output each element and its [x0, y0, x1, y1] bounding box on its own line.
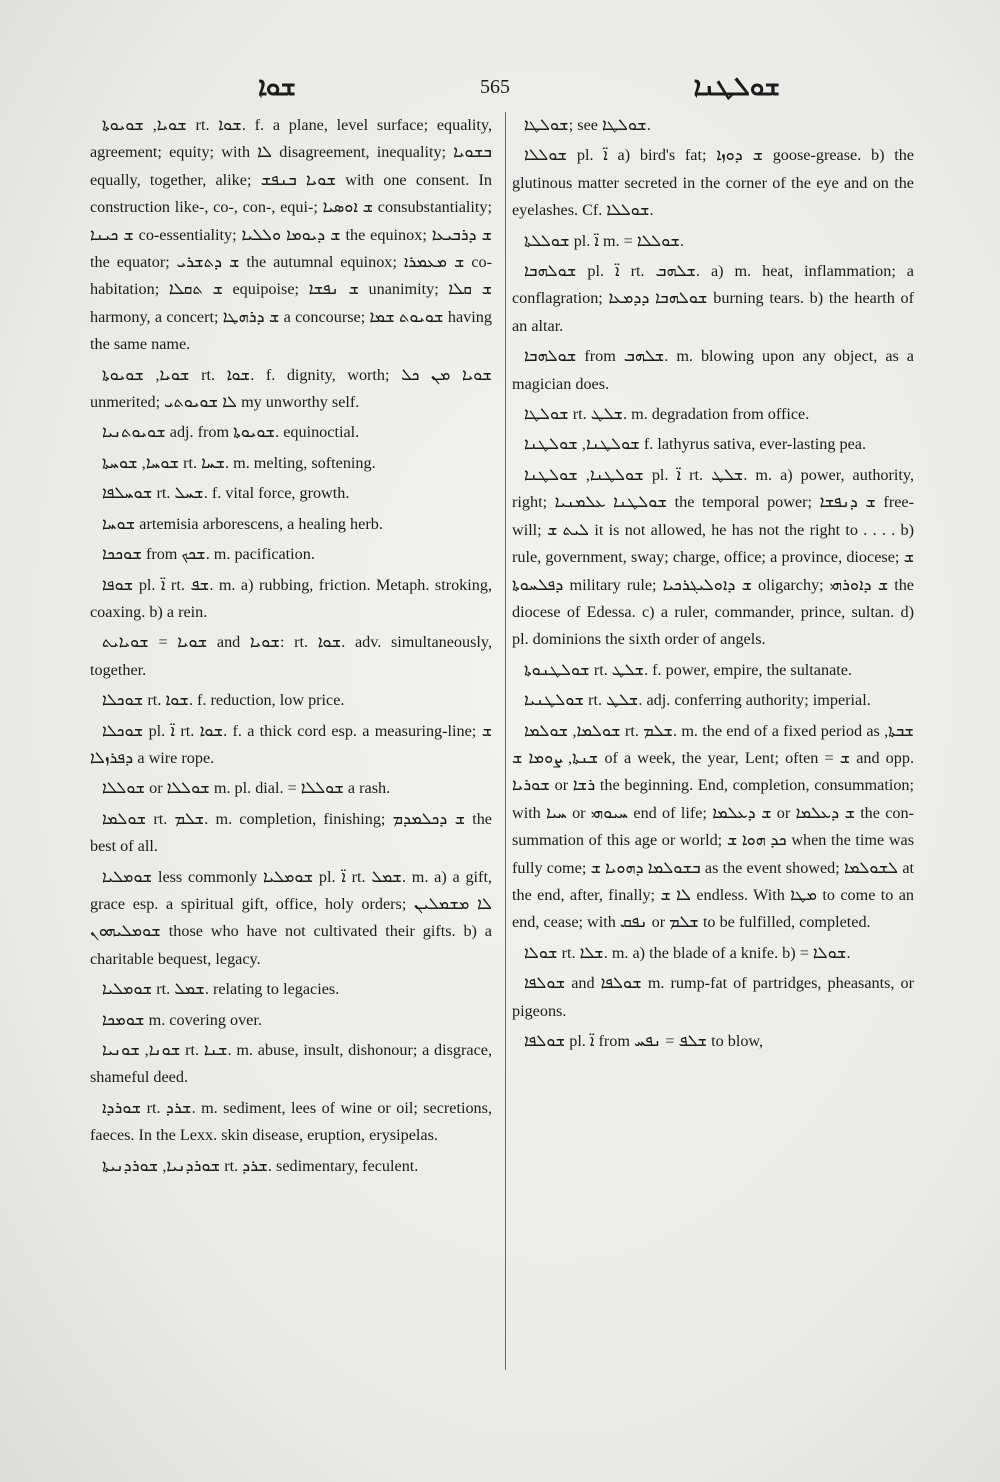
dictionary-entry: ܫܘܠܗܒܐ from ܫܠܗܒ. m. blowing upon any object, as a magician does. [512, 347, 914, 393]
dictionary-entry: ܫܘܠܠܐ or ܫܘܠܠܐ m. pl. dial. = ܫܘܠܠܐ a rash. [102, 779, 391, 798]
page-header [90, 72, 930, 112]
dictionary-entry: ܫܘܠܛܢܐ, ܫܘܠܛܢܐ f. lathyrus sativa, ever-lasting pea. [524, 435, 867, 454]
dictionary-entry: ܫܘܠܗܒܐ pl. ܐ̈ rt. ܫܠܗܒ. a) m. heat, inflammation; a conflagration; ܫܘܠܗܒܐ ܕܕܡܥܐ burning tears. b) the hearth of an altar. [512, 262, 915, 335]
dictionary-entry: ܫܘܠܦܐ pl. ܐ̈ from ܫܠܦ = ܢܦܚ to blow, [524, 1032, 764, 1050]
dictionary-entry: ܫܘܝܐ = ܫܘܝܐܝܬ and ܫܘܝܐ: rt. ܫܘܐ. adv. simultaneously, together. [90, 633, 492, 679]
dictionary-entry: ܫܘܠܡܐ, ܫܘܠܡܐ rt. ܫܠܡ. m. the end of a fixed period as ܫܒܬܐ, ܫܢܬܐ, ܨܘܡܐ ܫ of a week, the year, Lent; often = ܫ and opp. ܫܘܪܝܐ or ܪܫܐ the beginning. End, completion, consummation; with ܚܝܐ or ܚܝܘܗܝ end of life; ܫ ܕܥܠܡܐ or ܫ ܕܥܠܡܐ the con-summation of this age or world; ܟܕ ܗܘܐ ܫ when the time was fully come; ܒܫܘܠܡܐ ܕܗܘܝܐ ܫ as the event showed; ܠܫܘܠܡܐ at the end, after, finally; ܠܐ ܫ endless. With ܡܛܐ to come to an end, cease; with ܢܦܩ or ܫܠܡ to be fulfilled, completed. [512, 721, 915, 932]
dictionary-entry: ܫܘܟܠܐ pl. ܐ̈ rt. ܫܘܐ. f. a thick cord esp. a measuring-line; ܫ ܕܦܪܙܠܐ a wire rope. [90, 721, 493, 767]
dictionary-entry: ܫܘܡܠܝܐ rt. ܫܡܠ. relating to legacies. [102, 980, 340, 999]
dictionary-entry: ܫܘܠܛܢܐ, ܫܘܠܛܢܐ pl. ܐ̈ rt. ܫܠܛ. m. a) power, authority, right; ܫܘܠܛܢܐ ܥܠܡܢܝܐ the temporal power; ܫ ܕܢܦܫܐ free-will; ܠܝܬ ܫ it is not allowed, he has not the right to . . . . b) rule, government, sway; charge, office; a province, diocese; ܫ ܕܦܠܚܘܬܐ military rule; ܫ ܕܐܘܠܝܓܪܟܝܐ oligarchy; ܫ ܕܐܘܪܗܝ the diocese of Edessa. c) a ruler, commander, prince, sultan. d) pl. dominions the sixth order of angels. [512, 465, 914, 649]
dictionary-entry: ܫܘܠܡܐ rt. ܫܠܡ. m. completion, finishing; ܫ ܕܟܠܡܕܡ the best of all. [90, 809, 492, 856]
dictionary-entry: ܫܘܝܐ, ܫܘܝܘܬܐ rt. ܫܘܐ. f. dignity, worth; ܫܘܝܐ ܡܢ ܟܠ unmerited; ܠܐ ܫܘܝܘܬܝ my unworthy self. [90, 365, 492, 412]
dictionary-entry: ܫܘܟܠܐ rt. ܫܘܐ. f. reduction, low price. [102, 691, 345, 710]
left-column [90, 112, 492, 1183]
dictionary-entry: ܫܘܝܘܬܢܝܐ adj. from ܫܘܝܘܬܐ. equinoctial. [102, 423, 360, 442]
dictionary-entry: ܫܘܦܐ pl. ܐ̈ rt. ܫܦ. m. a) rubbing, friction. Metaph. stroking, coaxing. b) a rein. [90, 575, 493, 621]
dictionary-entry: ܫܘܠܛܢܝܐ rt. ܫܠܛ. adj. conferring authority; imperial. [524, 691, 871, 710]
dictionary-entry: ܫܘܠܛܐ rt. ܫܠܛ. m. degradation from office. [524, 405, 810, 424]
dictionary-entry: ܫܘܢܐ, ܫܘܢܝܐ rt. ܫܢܐ. m. abuse, insult, dishonour; a disgrace, shameful deed. [90, 1041, 493, 1087]
dictionary-entry: ܫܘܠܦܐ and ܫܘܠܦܐ m. rump-fat of partridges, pheasants, or pigeons. [512, 974, 914, 1020]
dictionary-entry: ܫܘܠܛܐ; see ܫܘܠܛܐ. [524, 116, 651, 134]
dictionary-entry: ܫܘܡܟܐ m. covering over. [102, 1010, 262, 1029]
running-head-right: ܫܘܠܛܢܐ [693, 72, 780, 101]
running-head-left: ܫܘܐ [258, 72, 296, 101]
dictionary-entry: ܫܘܝܐ, ܫܘܝܘܬܐ rt. ܫܘܐ. f. a plane, level surface; equality, agreement; equity; with ܠܐ disagreement, inequality; ܒܫܘܝܐ equally, together, alike; ܫܘܝܐ ܒܢܦܫ with one consent. In construction like-, co-, con-, equi-; ܫ ܐܘܣܝܐ consubstantiality; ܫ ܟܝܢܐ co-essentiality; ܫ ܕܝܘܡܐ ܘܠܠܝܐ the equinox; ܫ ܕܪܒܝܥܐ the equator; ܫ ܕܬܫܪܝ the autumnal equinox; ܫ ܡܥܡܪܐ co-habitation; ܫ ܬܩܠܐ equipoise; ܫ ܢܦܫܐ unanimity; ܫ ܩܠܐ harmony, a concert; ܫ ܕܪܗܛܐ a concourse; ܫܘܝܘܬ ܫܡܐ having the same name. [90, 116, 493, 354]
dictionary-entry: ܫܘܠܛܢܘܬܐ rt. ܫܠܛ. f. power, empire, the sultanate. [524, 660, 852, 679]
column-divider [505, 112, 506, 1370]
dictionary-entry: ܫܘܪܕܢܝܐ, ܫܘܪܕܢܝܬܐ rt. ܫܪܕ. sedimentary, feculent. [102, 1156, 419, 1175]
right-column [512, 112, 914, 1058]
dictionary-entry: ܫܘܟܟܐ from ܫܟܟ. m. pacification. [102, 545, 315, 564]
dictionary-entry: ܫܘܡܠܝܐ less commonly ܫܘܡܠܝܐ pl. ܐ̈ rt. ܫܡܠ. m. a) a gift, grace esp. a spiritual gift, office, holy orders; ܠܐ ܡܫܡܠܝܢ ܫܘܡܠܝܗܘܢ those who have not cultivated their gifts. b) a charitable bequest, legacy. [90, 867, 492, 968]
dictionary-entry: ܫܘܪܕܐ rt. ܫܪܕ. m. sediment, lees of wine or oil; secretions, faeces. In the Lexx. skin disease, eruption, erysipelas. [90, 1098, 492, 1145]
dictionary-entry: ܫܘܚܐ artemisia arborescens, a healing herb. [102, 514, 383, 533]
dictionary-entry: ܫܘܚܠܦܐ rt. ܫܚܠ. f. vital force, growth. [102, 484, 350, 503]
dictionary-entry: ܫܘܠܠܬܐ pl. ܐ̈ m. = ܫܘܠܠܐ. [524, 231, 685, 250]
page-number: 565 [480, 76, 510, 98]
dictionary-entry: ܫܘܠܠܐ pl. ܐ̈ a) bird's fat; ܫ ܕܘܙܐ goose-grease. b) the glutinous matter secreted in the corner of the eye and on the eyelashes. Cf. ܫܘܠܠܐ. [512, 146, 914, 220]
dictionary-entry: ܫܘܚܐ, ܫܘܚܬܐ rt. ܫܚܐ. m. melting, softening. [102, 453, 376, 472]
dictionary-entry: ܫܘܠܐ rt. ܫܠܐ. m. a) the blade of a knife. b) = ܫܘܠܐ. [524, 943, 851, 962]
